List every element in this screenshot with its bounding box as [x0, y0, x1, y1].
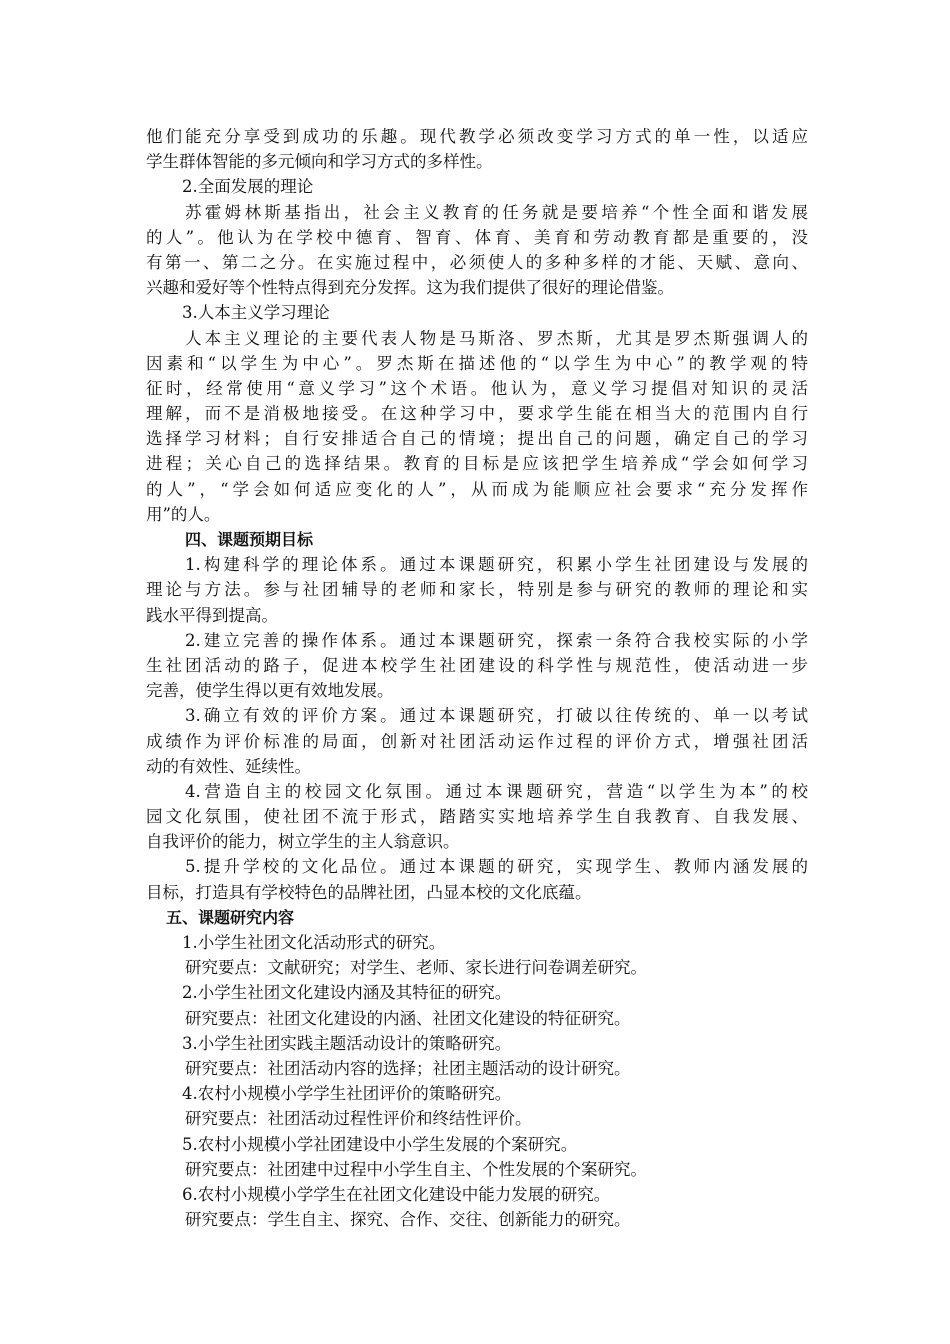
paragraph [146, 124, 808, 174]
text-line: 践水平得到提高。 [146, 605, 278, 625]
text-line: 征时，经常使用“意义学习”这个术语。他认为，意义学习提倡对知识的灵活 [146, 378, 808, 398]
text-line: 五、课题研究内容 [166, 907, 295, 927]
text-line: 完善，使学生得以更有效地发展。 [146, 681, 394, 701]
text-line: 用”的人。 [146, 504, 221, 524]
text-line: 的人”。他认为在学校中德育、智育、体育、美育和劳动教育都是重要的，没 [146, 227, 808, 247]
text-line: 的人”，“学会如何适应变化的人”，从而成为能顺应社会要求“充分发挥作 [146, 479, 808, 499]
text-line: 2.全面发展的理论 [182, 177, 314, 197]
paragraph [146, 703, 808, 779]
text-line: 5.提升学校的文化品位。通过本课题的研究，实现学生、教师内涵发展的 [185, 857, 808, 877]
text-line: 1.构建科学的理论体系。通过本课题研究，积累小学生社团建设与发展的 [185, 555, 808, 575]
list-item [146, 1081, 808, 1106]
paragraph [146, 200, 808, 301]
text-line: 3.小学生社团实践主题活动设计的策略研究。 [182, 1033, 512, 1053]
paragraph [146, 854, 808, 904]
text-line: 苏霍姆林斯基指出，社会主义教育的任务就是要培养“个性全面和谐发展 [185, 202, 808, 222]
text-line: 他们能充分享受到成功的乐趣。现代教学必须改变学习方式的单一性，以适应 [146, 127, 808, 146]
paragraph [146, 326, 808, 528]
text-line: 3.人本主义学习理论 [182, 303, 330, 323]
text-line: 自我评价的能力，树立学生的主人翁意识。 [146, 832, 460, 852]
document-page [146, 124, 808, 1232]
section-heading [146, 527, 808, 552]
list-item [146, 1157, 808, 1182]
list-item [146, 1106, 808, 1131]
text-line: 成绩作为评价标准的局面，创新对社团活动运作过程的评价方式，增强社团活 [146, 731, 808, 751]
section-heading [146, 905, 808, 930]
list-item [146, 1006, 808, 1031]
subheading [146, 174, 808, 199]
text-line: 进程；关心自己的选择结果。教育的目标是应该把学生培养成“学会如何学习 [146, 454, 808, 474]
text-line: 2.小学生社团文化建设内涵及其特征的研究。 [182, 983, 512, 1003]
list-item [146, 1207, 808, 1232]
text-line: 因素和“以学生为中心”。罗杰斯在描述他的“以学生为中心”的教学观的特 [146, 353, 808, 373]
text-line: 5.农村小规模小学社团建设中小学生发展的个案研究。 [182, 1134, 578, 1154]
list-item [146, 930, 808, 955]
text-line: 理解，而不是消极地接受。在这种学习中，要求学生能在相当大的范围内自行 [146, 404, 808, 424]
paragraph [146, 628, 808, 704]
list-item [146, 955, 808, 980]
list-item [146, 1031, 808, 1056]
list-item [146, 1182, 808, 1207]
paragraph [146, 552, 808, 628]
text-line: 有第一、第二之分。在实施过程中，必须使人的多种多样的才能、天赋、意向、 [146, 252, 808, 272]
text-line: 目标，打造具有学校特色的品牌社团，凸显本校的文化底蕴。 [146, 882, 592, 902]
text-line: 人本主义理论的主要代表人物是马斯洛、罗杰斯，尤其是罗杰斯强调人的 [185, 328, 808, 348]
text-line: 研究要点：社团建中过程中小学生自主、个性发展的个案研究。 [185, 1159, 647, 1179]
text-line: 研究要点：学生自主、探究、合作、交往、创新能力的研究。 [185, 1210, 631, 1230]
text-line: 学生群体智能的多元倾向和学习方式的多样性。 [146, 152, 493, 172]
text-line: 动的有效性、延续性。 [146, 756, 311, 776]
list-item [146, 1132, 808, 1157]
text-line: 选择学习材料；自行安排适合自己的情境；提出自己的问题，确定自己的学习 [146, 429, 808, 449]
text-line: 研究要点：社团活动过程性评价和终结性评价。 [185, 1109, 532, 1129]
text-line: 研究要点：文献研究；对学生、老师、家长进行问卷调差研究。 [185, 958, 647, 978]
text-line: 研究要点：社团文化建设的内涵、社团文化建设的特征研究。 [185, 1008, 631, 1028]
text-line: 四、课题预期目标 [185, 530, 314, 549]
text-line: 3.确立有效的评价方案。通过本课题研究，打破以往传统的、单一以考试 [185, 706, 808, 726]
text-line: 研究要点：社团活动内容的选择；社团主题活动的设计研究。 [185, 1058, 631, 1078]
text-line: 2.建立完善的操作体系。通过本课题研究，探索一条符合我校实际的小学 [185, 630, 808, 650]
text-line: 园文化氛围，使社团不流于形式，踏踏实实地培养学生自我教育、自我发展、 [146, 807, 808, 827]
list-item [146, 980, 808, 1005]
text-line: 理论与方法。参与社团辅导的老师和家长，特别是参与研究的教师的理论和实 [146, 580, 808, 600]
text-line: 4.农村小规模小学学生社团评价的策略研究。 [182, 1084, 512, 1104]
subheading [146, 300, 808, 325]
text-line: 兴趣和爱好等个性特点得到充分发挥。这为我们提供了很好的理论借鉴。 [146, 278, 674, 298]
text-line: 4.营造自主的校园文化氛围。通过本课题研究，营造“以学生为本”的校 [185, 781, 808, 801]
text-line: 1.小学生社团文化活动形式的研究。 [182, 933, 446, 952]
text-line: 生社团活动的路子，促进本校学生社团建设的科学性与规范性，使活动进一步 [146, 655, 808, 675]
list-item [146, 1056, 808, 1081]
text-line: 6.农村小规模小学学生在社团文化建设中能力发展的研究。 [182, 1184, 611, 1204]
paragraph [146, 779, 808, 855]
